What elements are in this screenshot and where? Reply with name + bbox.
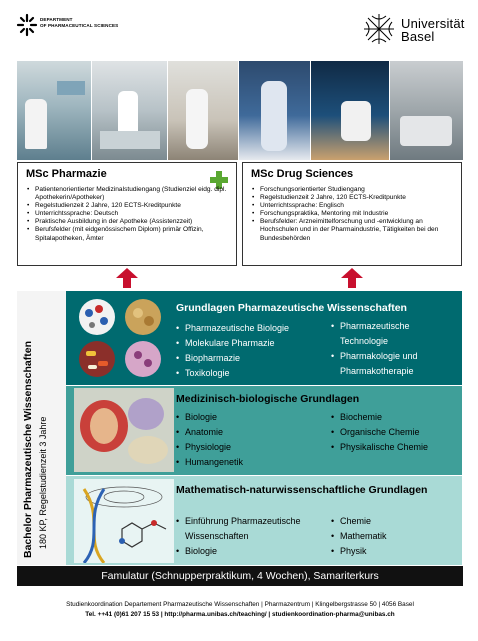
msc-drug-sciences-box bbox=[242, 162, 462, 266]
band1-subject: • Biopharmazie bbox=[176, 351, 326, 366]
band1-subject: • Pharmazeutische Technologie bbox=[331, 319, 459, 349]
band1-subject: • Molekulare Pharmazie bbox=[176, 336, 326, 351]
equipment-photo bbox=[390, 61, 463, 160]
university-logo bbox=[362, 12, 472, 52]
drug-sciences-item: • Regelstudienzeit 2 Jahre, 120 ECTS-Kreditpunkte bbox=[251, 194, 453, 202]
drug-sciences-item: • Forschungsorientierter Studiengang bbox=[251, 186, 453, 194]
msc-pharmazie-box bbox=[17, 162, 237, 266]
pharmazie-item: • Regelstudienzeit 2 Jahre, 120 ECTS-Kreditpunkte bbox=[26, 202, 228, 210]
footer-address: Studienkoordination Departement Pharmazeutische Wissenschaften | Pharmazentrum | Klingelbergstrasse 50 | 4056 Basel bbox=[66, 601, 414, 608]
band2-subject: • Biochemie bbox=[331, 410, 459, 425]
arrow-up-icon bbox=[341, 268, 363, 288]
cleanroom-photo bbox=[239, 61, 310, 160]
band1-subject: • Pharmakologie und Pharmakotherapie bbox=[331, 349, 459, 379]
laboratory-photo-2 bbox=[311, 61, 389, 160]
band3-subject: • Einführung Pharmazeutische Wissenschaften bbox=[176, 514, 316, 544]
footer-contact: Tel. ++41 (0)61 207 15 53 | http://pharma.unibas.ch/teaching/ | studienkoordination-pharma@unibas.ch bbox=[85, 611, 395, 618]
band2-subject: • Physiologie bbox=[176, 440, 326, 455]
band3-title: Mathematisch-naturwissenschaftliche Grundlagen bbox=[176, 484, 428, 496]
msc-drug-sciences-title: MSc Drug Sciences bbox=[251, 168, 354, 180]
university-name: Universität bbox=[401, 16, 465, 31]
band1-title: Grundlagen Pharmazeutische Wissenschaften bbox=[176, 302, 407, 314]
pharmazie-item: • Patientenorientierter Medizinalstudiengang (Studienziel eidg. dipl. Apothekerin/Apotheker) bbox=[26, 186, 228, 202]
department-logo bbox=[16, 12, 166, 46]
pharmacy-photo bbox=[17, 61, 91, 160]
university-emblem-icon bbox=[362, 12, 396, 46]
department-emblem-icon bbox=[16, 12, 38, 38]
band-mathematical-natural bbox=[66, 476, 462, 565]
bachelor-subtitle: 180 KP, Regelstudienzeit 3 Jahre bbox=[38, 416, 48, 549]
band1-subject: • Toxikologie bbox=[176, 366, 326, 381]
msc-pharmazie-title: MSc Pharmazie bbox=[26, 168, 107, 180]
bachelor-title: Bachelor Pharmazeutische Wissenschaften bbox=[22, 341, 34, 558]
pharmazie-item: • Praktische Ausbildung in der Apotheke (Assistenzzeit) bbox=[26, 218, 228, 226]
band2-subject: • Organische Chemie bbox=[331, 425, 459, 440]
band2-illustrations bbox=[74, 388, 174, 472]
university-city: Basel bbox=[401, 29, 435, 44]
band2-subject: • Biologie bbox=[176, 410, 326, 425]
department-name-line1: DEPARTMENT bbox=[40, 17, 73, 22]
band2-subject: • Humangenetik bbox=[176, 455, 326, 470]
band3-subject: • Mathematik bbox=[331, 529, 459, 544]
hospital-photo bbox=[92, 61, 167, 160]
band3-subject: • Biologie bbox=[176, 544, 326, 559]
band2-subject: • Anatomie bbox=[176, 425, 326, 440]
arrow-up-icon bbox=[116, 268, 138, 288]
band3-subject: • Physik bbox=[331, 544, 459, 559]
band-pharmaceutical-sciences bbox=[66, 291, 462, 385]
pharmazie-item: • Unterrichtssprache: Deutsch bbox=[26, 210, 228, 218]
department-name-line2: OF PHARMACEUTICAL SCIENCES bbox=[40, 23, 119, 28]
famulatur-bar: Famulatur (Schnupperpraktikum, 4 Wochen), Samariterkurs bbox=[17, 566, 463, 586]
band3-illustrations bbox=[74, 479, 174, 563]
drug-sciences-item: • Berufsfelder: Arzneimittelforschung und -entwicklung an Hochschulen und in der Pharmaindustrie, Tätigkeiten bei den Bundesbehörden bbox=[251, 218, 453, 242]
pharmazie-item: • Berufsfelder (mit eidgenössischem Diplom) primär Offizin, Spitalapotheken, Ämter bbox=[26, 226, 228, 242]
laboratory-photo-1 bbox=[168, 61, 238, 160]
band1-subject: • Pharmazeutische Biologie bbox=[176, 321, 326, 336]
drug-sciences-item: • Forschungspraktika, Mentoring mit Industrie bbox=[251, 210, 453, 218]
band3-subject: • Chemie bbox=[331, 514, 459, 529]
band1-illustrations bbox=[74, 297, 166, 379]
band-medical-biological bbox=[66, 386, 462, 475]
band2-title: Medizinisch-biologische Grundlagen bbox=[176, 393, 360, 405]
photo-strip bbox=[17, 61, 463, 160]
drug-sciences-item: • Unterrichtssprache: Englisch bbox=[251, 202, 453, 210]
band2-subject: • Physikalische Chemie bbox=[331, 440, 459, 455]
